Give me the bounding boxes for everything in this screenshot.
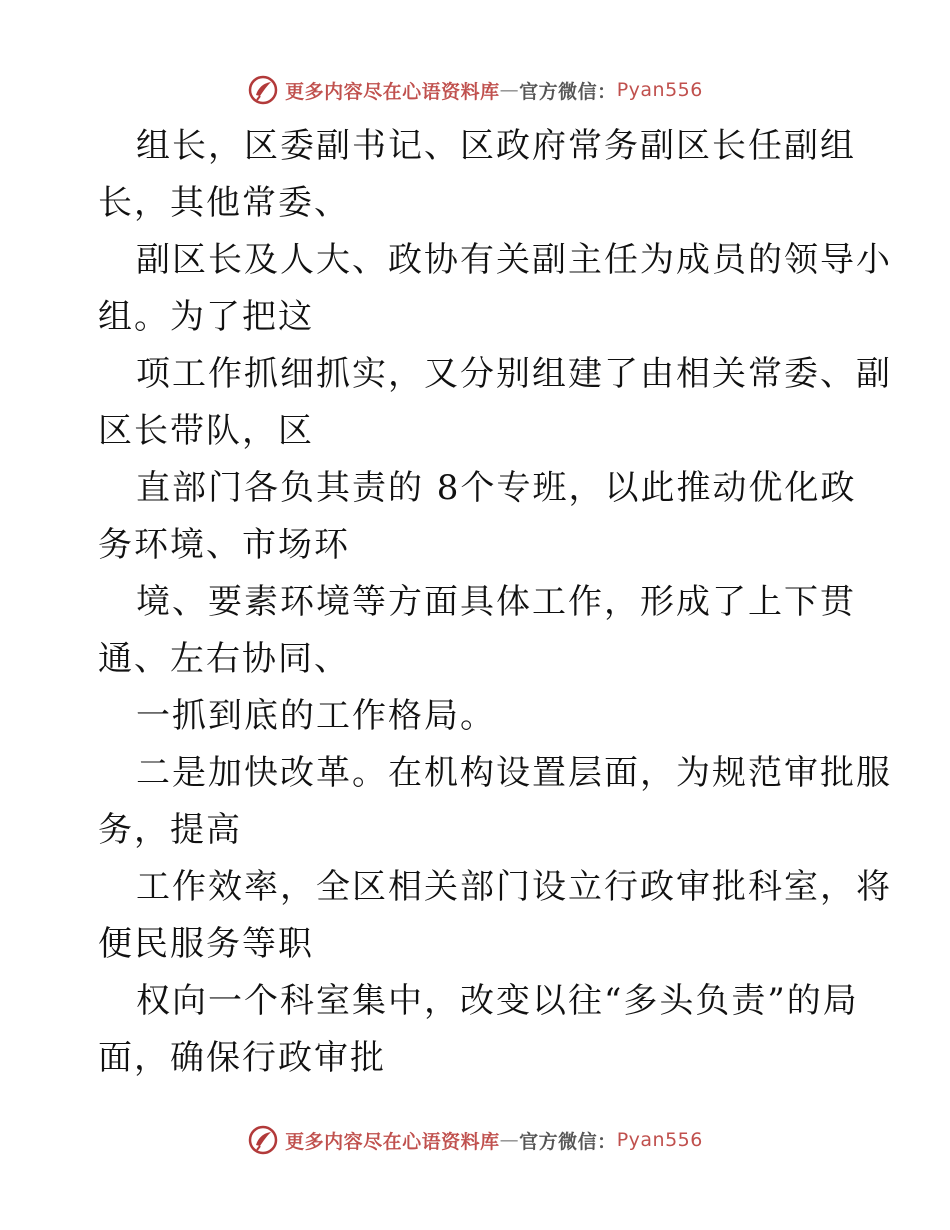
- logo-icon: [247, 1124, 279, 1156]
- text-line: 便民服务等职: [98, 924, 314, 964]
- text-line: 一抓到底的工作格局。: [136, 696, 496, 736]
- text-line: 长，其他常委、: [98, 183, 350, 223]
- text-line: 二是加快改革。在机构设置层面，为规范审批服: [136, 753, 892, 793]
- text-line: 副区长及人大、政协有关副主任为成员的领导小: [136, 240, 892, 280]
- footer-dash: —: [499, 1129, 520, 1151]
- text-line: 通、左右协同、: [98, 639, 350, 679]
- footer-banner: [0, 1120, 950, 1160]
- text-line: 组。为了把这: [98, 297, 314, 337]
- text-line: 直部门各负其责的 8个专班，以此推动优化政: [136, 468, 857, 508]
- text-line: 组长，区委副书记、区政府常务副区长任副组: [136, 126, 856, 166]
- header-dash: —: [499, 79, 520, 101]
- header-wechat-id: Pyan556: [616, 79, 703, 101]
- text-line: 务，提高: [98, 810, 242, 850]
- footer-site-text: 更多内容尽在心语资料库: [285, 1130, 500, 1153]
- header-site-text: 更多内容尽在心语资料库: [285, 80, 500, 103]
- footer-wechat-id: Pyan556: [616, 1129, 703, 1151]
- footer-wechat-label: 官方微信：: [519, 1130, 617, 1153]
- logo-icon: [247, 74, 279, 106]
- text-line: 境、要素环境等方面具体工作，形成了上下贯: [136, 582, 856, 622]
- text-line: 项工作抓细抓实，又分别组建了由相关常委、副: [136, 354, 892, 394]
- text-line: 权向一个科室集中，改变以往“多头负责”的局: [136, 981, 859, 1021]
- text-line: 工作效率，全区相关部门设立行政审批科室，将: [136, 867, 892, 907]
- document-body: [98, 118, 892, 1087]
- text-line: 面，确保行政审批: [98, 1038, 386, 1078]
- header-banner: [0, 70, 950, 110]
- text-line: 区长带队，区: [98, 411, 314, 451]
- header-wechat-label: 官方微信：: [519, 80, 617, 103]
- text-line: 务环境、市场环: [98, 525, 350, 565]
